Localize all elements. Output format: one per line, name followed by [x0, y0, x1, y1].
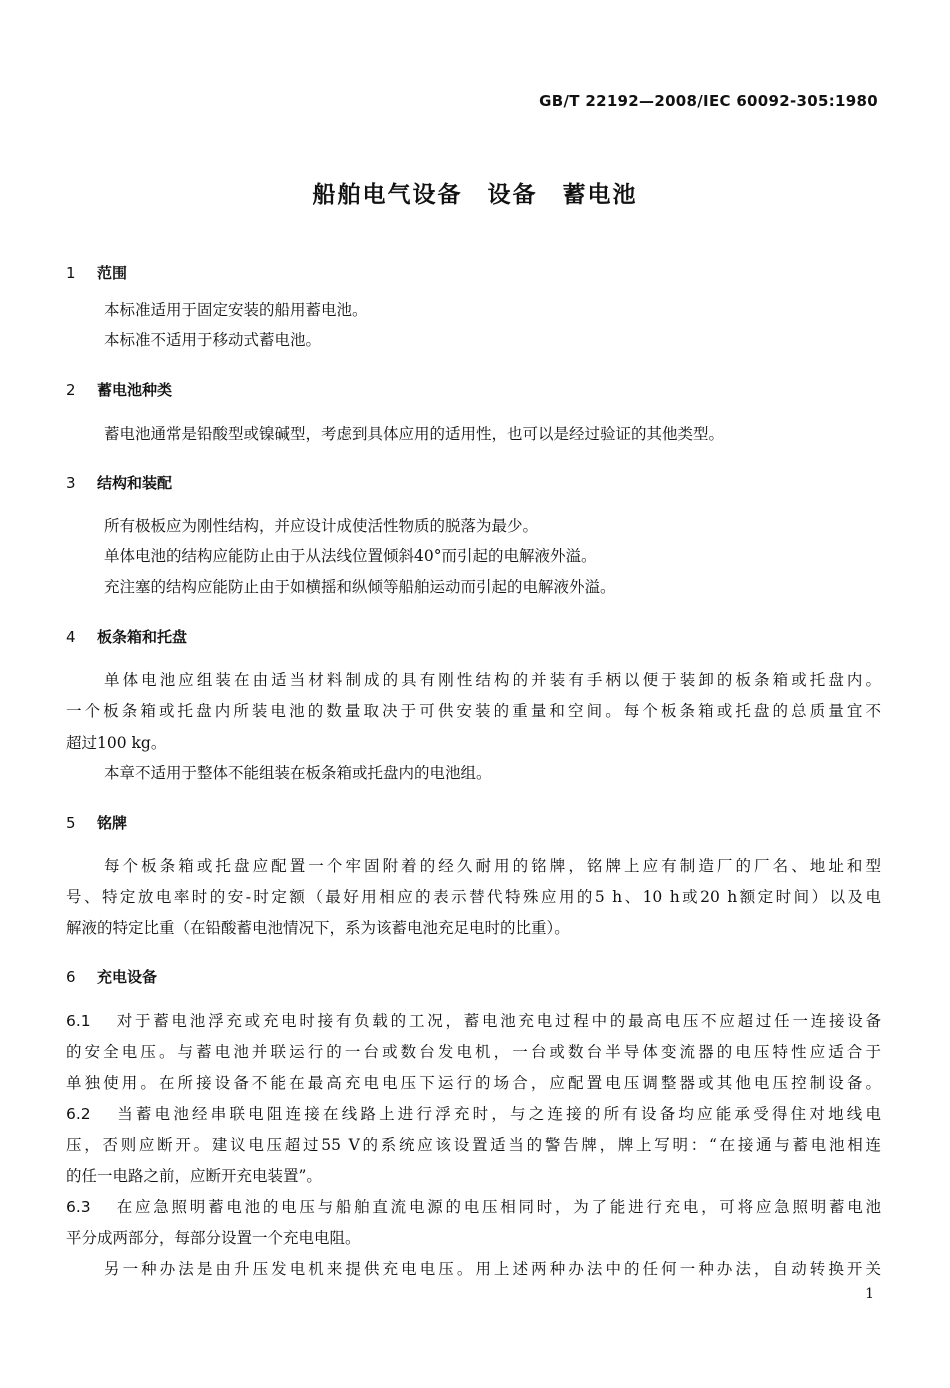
- clause-text: 在应急照明蓄电池的电压与船舶直流电源的电压相同时，为了能进行充电，可将应急照明蓄电池: [114, 1198, 881, 1216]
- section-heading-2: [66, 379, 172, 400]
- paragraph-line: 超过100 kg。: [66, 734, 167, 752]
- paragraph-line: 充注塞的结构应能防止由于如横摇和纵倾等船舶运动而引起的电解液外溢。: [104, 578, 616, 596]
- section-title: 铭牌: [97, 814, 128, 832]
- section-heading-4: [66, 626, 187, 647]
- paragraph-line: 解液的特定比重（在铅酸蓄电池情况下，系为该蓄电池充足电时的比重）。: [66, 919, 570, 937]
- paragraph-line: 号、特定放电率时的安-时定额（最好用相应的表示替代特殊应用的5 h、10 h或20 h额定时间）以及电: [66, 888, 881, 906]
- section-heading-1: [66, 262, 127, 283]
- paragraph-line: 一个板条箱或托盘内所装电池的数量取决于可供安装的重量和空间。每个板条箱或托盘的总质量宜不: [66, 702, 881, 720]
- document-title: 船舶电气设备 设备 蓄电池: [312, 182, 638, 208]
- paragraph-line: [66, 1197, 881, 1217]
- paragraph-line: 本标准适用于固定安装的船用蓄电池。: [104, 301, 368, 319]
- section-number: 6: [66, 968, 76, 986]
- paragraph-line: 单体电池应组装在由适当材料制成的具有刚性结构的并装有手柄以便于装卸的板条箱或托盘内。: [104, 671, 881, 689]
- section-number: 5: [66, 814, 76, 832]
- clause-number: 6.1: [66, 1012, 91, 1030]
- paragraph-line: 所有极板应为刚性结构，并应设计成使活性物质的脱落为最少。: [104, 517, 539, 535]
- section-number: 2: [66, 381, 76, 399]
- paragraph-line: 单体电池的结构应能防止由于从法线位置倾斜40°而引起的电解液外溢。: [104, 547, 597, 565]
- section-heading-6: [66, 966, 157, 987]
- paragraph-line: 另一种办法是由升压发电机来提供充电电压。用上述两种办法中的任何一种办法，自动转换开关: [104, 1260, 881, 1278]
- paragraph-line: 每个板条箱或托盘应配置一个牢固附着的经久耐用的铭牌，铭牌上应有制造厂的厂名、地址和型: [104, 857, 881, 875]
- page-number: 1: [865, 1286, 874, 1302]
- section-heading-5: [66, 812, 127, 833]
- paragraph-line: 单独使用。在所接设备不能在最高充电电压下运行的场合，应配置电压调整器或其他电压控制设备。: [66, 1074, 881, 1092]
- clause-text: 对于蓄电池浮充或充电时接有负载的工况，蓄电池充电过程中的最高电压不应超过任一连接设备: [114, 1012, 881, 1030]
- section-number: 4: [66, 628, 76, 646]
- paragraph-line: 压，否则应断开。建议电压超过55 V的系统应该设置适当的警告牌，牌上写明：“在接通与蓄电池相连: [66, 1136, 881, 1154]
- clause-number: 6.2: [66, 1105, 91, 1123]
- clause-number: 6.3: [66, 1198, 91, 1216]
- paragraph-line: [66, 1011, 881, 1031]
- paragraph-line: 平分成两部分，每部分设置一个充电电阻。: [66, 1229, 361, 1247]
- section-title: 范围: [97, 264, 128, 282]
- section-title: 充电设备: [97, 968, 158, 986]
- paragraph-line: 本标准不适用于移动式蓄电池。: [104, 331, 322, 349]
- paragraph-line: [66, 1104, 881, 1124]
- section-title: 结构和装配: [97, 474, 173, 492]
- section-number: 3: [66, 474, 76, 492]
- section-number: 1: [66, 264, 76, 282]
- paragraph-line: 蓄电池通常是铅酸型或镍碱型，考虑到具体应用的适用性，也可以是经过验证的其他类型。: [104, 425, 725, 443]
- paragraph-line: 的安全电压。与蓄电池并联运行的一台或数台发电机，一台或数台半导体变流器的电压特性应适合于: [66, 1043, 881, 1061]
- paragraph-line: 的任一电路之前，应断开充电装置”。: [66, 1167, 322, 1185]
- standard-number: GB/T 22192—2008/IEC 60092-305:1980: [539, 92, 878, 110]
- section-title: 蓄电池种类: [97, 381, 173, 399]
- clause-text: 当蓄电池经串联电阻连接在线路上进行浮充时，与之连接的所有设备均应能承受得住对地线电: [114, 1105, 881, 1123]
- section-heading-3: [66, 472, 172, 493]
- section-title: 板条箱和托盘: [97, 628, 188, 646]
- paragraph-line: 本章不适用于整体不能组装在板条箱或托盘内的电池组。: [104, 764, 492, 782]
